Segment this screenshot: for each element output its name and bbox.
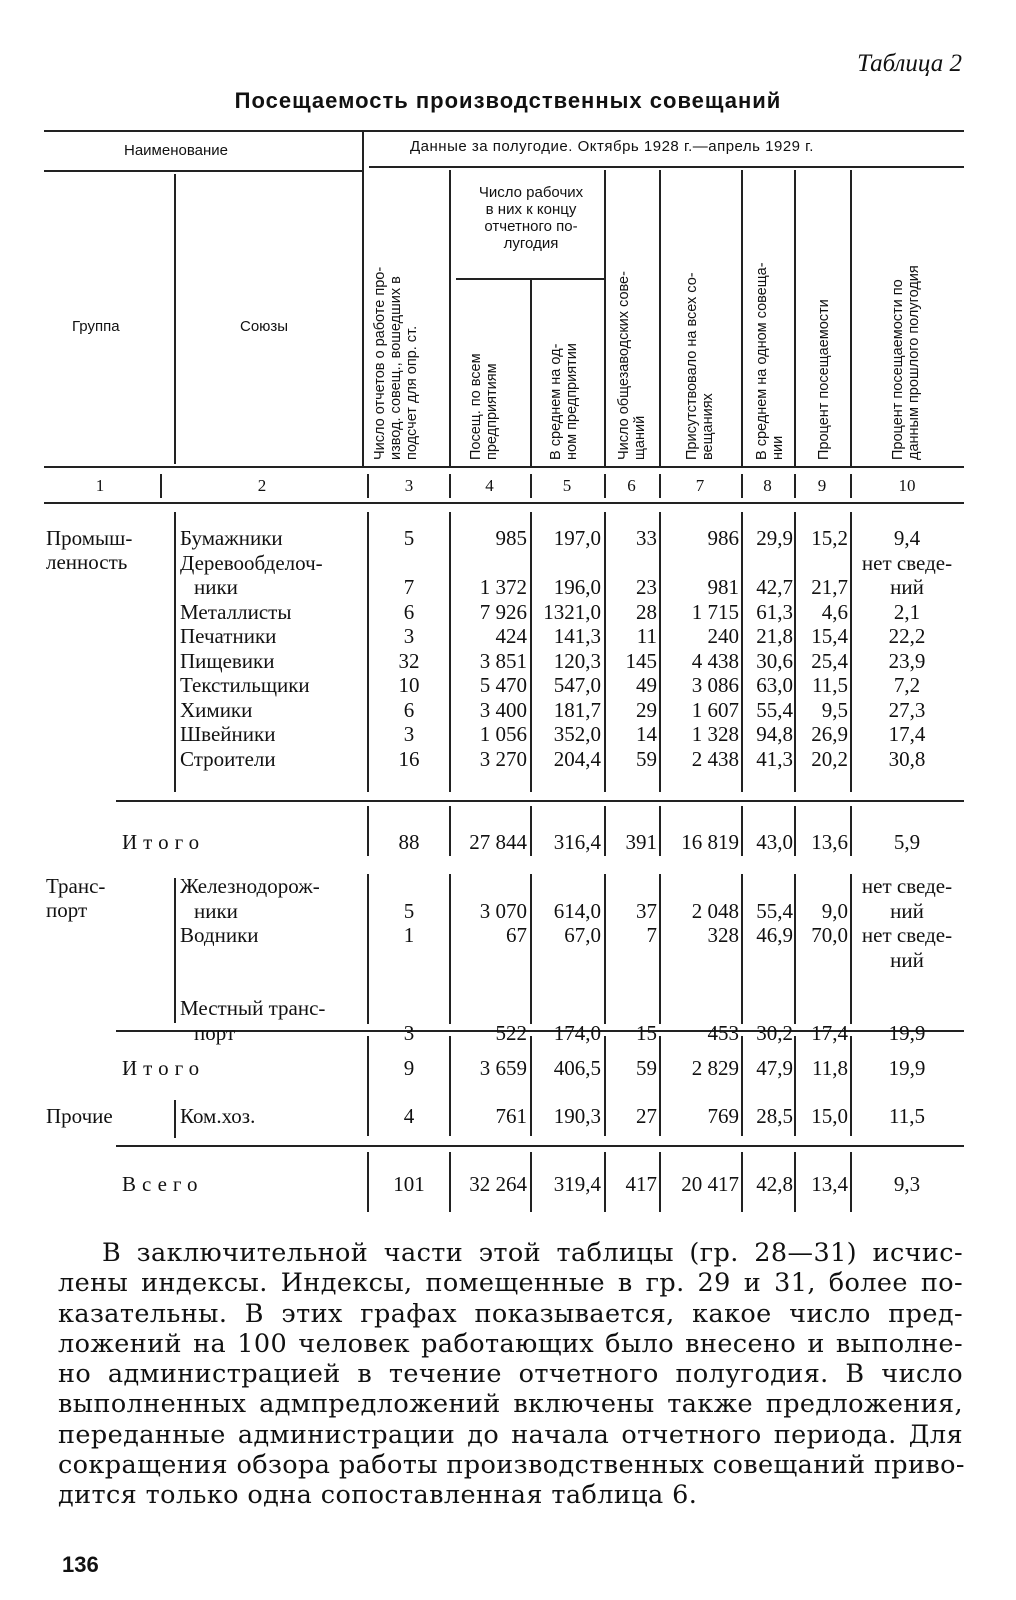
transport-row-1-c6: 7	[646, 923, 657, 947]
industry-row-7-c3: 3	[403, 722, 415, 746]
union-name: Химики	[180, 697, 253, 722]
industry-row-4-c6: 145	[625, 648, 657, 673]
paragraph-line: сокращения обзора работы производственных совещаний приво-	[58, 1450, 965, 1481]
header-c5: В среднем на од- ном предприятии	[548, 343, 580, 460]
industry-row-4-c3: 32	[398, 648, 420, 673]
union-name: Текстильщики	[180, 673, 310, 697]
industry-row-0-c8: 29,9	[756, 526, 793, 550]
industry-row-3-c6: 11	[636, 624, 657, 648]
transport-total-c5: 406,5	[553, 1056, 601, 1080]
union-name-cont: ники	[194, 898, 238, 923]
header-c8: В среднем на одном совеща- нии	[754, 262, 786, 460]
industry-row-7-c7: 1 328	[691, 722, 739, 746]
industry-row-2-c4: 7 926	[479, 599, 527, 624]
industry-total-c10: 5,9	[893, 830, 921, 854]
union-name: Пищевики	[180, 648, 275, 673]
other-row-c8: 28,5	[756, 1104, 793, 1128]
colnum-1: 1	[95, 476, 105, 495]
group-transport-1: Транс-	[46, 874, 106, 898]
industry-row-3-c4: 424	[495, 624, 527, 648]
transport-row-2-c7: 453	[707, 1020, 739, 1045]
industry-row-5-c9: 11,5	[812, 673, 848, 697]
transport-row-1-c10-cont: ний	[890, 947, 924, 972]
industry-row-8-c5: 204,4	[553, 746, 601, 771]
group-industry-1: Промыш-	[46, 526, 133, 550]
other-row-c9: 15,0	[811, 1104, 848, 1128]
transport-row-0-c7: 2 048	[691, 898, 739, 923]
industry-row-5-c10: 7,2	[893, 673, 921, 697]
transport-total-c4: 3 659	[479, 1056, 527, 1080]
transport-row-0-c3: 5	[403, 898, 415, 923]
industry-row-1-c8: 42,7	[756, 575, 793, 599]
colnum-sep-1	[160, 474, 162, 498]
other-row-c4: 761	[495, 1104, 527, 1128]
industry-row-6-c7: 1 607	[691, 697, 739, 722]
grand-total-c6: 417	[625, 1172, 657, 1196]
transport-total-c9: 11,8	[812, 1056, 848, 1080]
industry-row-6-c5: 181,7	[553, 697, 601, 722]
industry-row-5-c7: 3 086	[691, 673, 739, 697]
industry-row-1-c3: 7	[403, 575, 415, 599]
industry-row-6-c9: 9,5	[821, 697, 848, 722]
transport-row-2-c5: 174,0	[553, 1020, 601, 1045]
transport-row-2-c9: 17,4	[811, 1020, 848, 1045]
transport-total-c8: 47,9	[756, 1056, 793, 1080]
group-transport-2: порт	[46, 898, 88, 922]
industry-total-rule	[116, 800, 964, 802]
industry-row-2-c7: 1 715	[691, 599, 739, 624]
table-title: Посещаемость производственных совещаний	[234, 88, 782, 113]
vline-c8	[794, 170, 796, 466]
industry-row-0-c7: 986	[707, 526, 739, 550]
industry-row-5-c5: 547,0	[553, 673, 601, 697]
colnum-2: 2	[257, 476, 267, 495]
industry-row-8-c6: 59	[636, 746, 657, 771]
other-row-c6: 27	[636, 1104, 657, 1128]
industry-row-1-c10: нет сведе-	[861, 550, 953, 575]
paragraph-line: ложений на 100 человек работающих было внесено и выполне-	[58, 1328, 963, 1359]
industry-total-c4: 27 844	[469, 830, 527, 854]
transport-row-0-c10-cont: ний	[890, 898, 924, 923]
industry-row-8-c9: 20,2	[811, 746, 848, 771]
vline-name-data	[362, 130, 364, 466]
transport-row-1-c10: нет сведе-	[861, 923, 953, 947]
body-col-sep-6	[604, 874, 606, 1024]
transport-row-1-c4: 67	[506, 923, 527, 947]
other-row-c5: 190,3	[553, 1104, 601, 1128]
transport-row-0-c6: 37	[636, 898, 657, 923]
industry-row-0-c3: 5	[403, 526, 415, 550]
transport-row-2-c10: 19,9	[888, 1020, 926, 1045]
transport-total-label: Итого	[122, 1056, 206, 1080]
industry-total-c7: 16 819	[681, 830, 739, 854]
industry-total-c3: 88	[398, 830, 420, 854]
transport-row-0-c8: 55,4	[756, 898, 793, 923]
colnum-6: 6	[627, 476, 636, 495]
transport-row-0-c5: 614,0	[553, 898, 601, 923]
industry-total-c8: 43,0	[756, 830, 793, 854]
header-c7: Присутствовало на всех со- вещаниях	[684, 272, 716, 460]
transport-total-c6: 59	[636, 1056, 657, 1080]
industry-row-8-c3: 16	[398, 746, 420, 771]
industry-row-3-c7: 240	[707, 624, 739, 648]
industry-row-4-c7: 4 438	[691, 648, 739, 673]
header-c10: Процент посещаемости по данным прошлого полугодия	[890, 265, 922, 460]
industry-row-5-c8: 63,0	[756, 673, 793, 697]
industry-row-6-c8: 55,4	[756, 697, 793, 722]
vline-c5	[604, 170, 606, 466]
vline-c6	[659, 170, 661, 466]
industry-row-1-c10-cont: ний	[890, 575, 924, 599]
industry-row-0-c10: 9,4	[893, 526, 921, 550]
name-header-rule	[44, 170, 362, 172]
vline-c9	[850, 170, 852, 466]
transport-row-2-c6: 15	[636, 1020, 657, 1045]
union-name: Местный транс-	[180, 996, 326, 1020]
industry-row-5-c3: 10	[398, 673, 420, 697]
grand-total-rule	[116, 1145, 964, 1147]
colnum-3: 3	[404, 476, 414, 495]
body-vline-union-3	[174, 1100, 176, 1138]
grand-total-c5: 319,4	[553, 1172, 601, 1196]
paragraph-line: дится только одна сопоставленная таблица 6.	[58, 1480, 698, 1511]
body-col-sep-7	[659, 874, 661, 1024]
industry-total-label: Итого	[122, 830, 206, 854]
transport-row-2-c3: 3	[403, 1020, 415, 1045]
transport-row-1-c7: 328	[707, 923, 739, 947]
table-top-rule	[44, 130, 964, 132]
industry-row-1-c7: 981	[707, 575, 739, 599]
industry-row-2-c9: 4,6	[821, 599, 848, 624]
industry-row-8-c4: 3 270	[479, 746, 527, 771]
paragraph-line: но администрацией в течение отчетного полугодия. В число	[58, 1359, 963, 1390]
industry-total-c5: 316,4	[553, 830, 601, 854]
industry-total-c9: 13,6	[811, 830, 848, 854]
industry-row-3-c10: 22,2	[888, 624, 926, 648]
header-name-group: Наименование	[124, 142, 228, 159]
header-c3: Число отчетов о работе про- извод. совещ., вошедших в подсчет для опр. ст.	[372, 266, 420, 460]
paragraph-line: переданные администрации до начала отчетного периода. Для	[58, 1419, 963, 1450]
transport-total-c3: 9	[403, 1056, 415, 1080]
transport-row-0-c4: 3 070	[479, 898, 527, 923]
industry-row-1-c5: 196,0	[553, 575, 601, 599]
transport-row-2-c4: 522	[495, 1020, 527, 1045]
header-workers-group: Число рабочих в них к концу отчетного по- лугодия	[478, 184, 584, 252]
header-data-group: Данные за полугодие. Октябрь 1928 г.—апрель 1929 г.	[410, 138, 814, 155]
body-col-sep-4	[449, 874, 451, 1024]
industry-row-0-c9: 15,2	[811, 526, 848, 550]
group-industry-2: ленность	[46, 550, 128, 574]
industry-row-3-c3: 3	[403, 624, 415, 648]
industry-row-3-c5: 141,3	[553, 624, 601, 648]
grand-total-c10: 9,3	[893, 1172, 921, 1196]
industry-row-6-c6: 29	[636, 697, 657, 722]
other-row-c7: 769	[707, 1104, 739, 1128]
grand-total-label: Всего	[122, 1172, 204, 1196]
industry-row-2-c5: 1321,0	[543, 599, 601, 624]
body-vline-union	[174, 512, 176, 792]
paragraph-line: лены индексы. Индексы, помещенные в гр. 29 и 31, более по-	[58, 1268, 963, 1299]
vline-c7	[741, 170, 743, 466]
grand-total-c3: 101	[393, 1172, 425, 1196]
header-group: Группа	[72, 318, 120, 335]
industry-row-4-c9: 25,4	[811, 648, 848, 673]
transport-row-2-c8: 30,2	[756, 1020, 793, 1045]
grand-total-c8: 42,8	[756, 1172, 793, 1196]
body-paragraph	[58, 1238, 963, 1511]
transport-row-1-c9: 70,0	[811, 923, 848, 947]
page-number: 136	[62, 1552, 99, 1577]
body-col-sep-8	[741, 874, 743, 1024]
industry-row-4-c5: 120,3	[553, 648, 601, 673]
union-name: Водники	[180, 923, 259, 947]
group-other: Прочие	[46, 1104, 113, 1128]
grand-total-c4: 32 264	[469, 1172, 527, 1196]
industry-row-5-c4: 5 470	[479, 673, 527, 697]
industry-row-1-c4: 1 372	[479, 575, 527, 599]
union-name-cont: ники	[194, 575, 238, 599]
other-row-c3: 4	[403, 1104, 415, 1128]
paragraph-line: выполненных адмпредложений включены также предложения,	[58, 1389, 963, 1420]
header-c9: Процент посещаемости	[816, 299, 832, 460]
transport-row-1-c8: 46,9	[756, 923, 793, 947]
industry-row-0-c5: 197,0	[553, 526, 601, 550]
header-c4: Посещ. по всем предприятиям	[468, 353, 500, 460]
union-name: Швейники	[180, 722, 276, 746]
data-header-rule	[369, 166, 964, 168]
industry-row-2-c8: 61,3	[756, 599, 793, 624]
body-vline-union-2	[174, 878, 176, 1023]
industry-row-7-c6: 14	[636, 722, 657, 746]
colnum-9: 9	[817, 476, 827, 495]
industry-row-7-c9: 26,9	[811, 722, 848, 746]
industry-row-8-c7: 2 438	[691, 746, 739, 771]
grand-total-c7: 20 417	[681, 1172, 739, 1196]
attendance-table	[44, 130, 964, 1220]
colnum-8: 8	[763, 476, 772, 495]
industry-row-3-c9: 15,4	[811, 624, 848, 648]
union-name: Железнодорож-	[180, 874, 320, 898]
header-unions: Союзы	[240, 318, 289, 335]
industry-row-7-c5: 352,0	[553, 722, 601, 746]
colnum-bottom-rule	[44, 502, 964, 504]
union-name: Ком.хоз.	[180, 1104, 256, 1128]
industry-row-8-c8: 41,3	[756, 746, 793, 771]
body-col-sep-5	[530, 874, 532, 1024]
transport-row-0-c9: 9,0	[821, 898, 848, 923]
grand-total-c9: 13,4	[811, 1172, 848, 1196]
industry-row-7-c8: 94,8	[756, 722, 793, 746]
transport-row-1-c3: 1	[403, 923, 415, 947]
body-col-sep-9	[794, 874, 796, 1024]
transport-total-c7: 2 829	[691, 1056, 739, 1080]
paragraph-line: казательны. В этих графах показывается, какое число пред-	[58, 1298, 963, 1329]
union-name: Бумажники	[180, 526, 283, 550]
colnum-4: 4	[485, 476, 494, 495]
vline-c4	[530, 280, 532, 466]
transport-row-1-c5: 67,0	[564, 923, 601, 947]
industry-row-8-c10: 30,8	[888, 746, 926, 771]
union-name: Металлисты	[180, 599, 292, 624]
transport-row-0-c10: нет сведе-	[861, 874, 953, 898]
industry-total-c6: 391	[625, 830, 657, 854]
industry-row-2-c3: 6	[403, 599, 415, 624]
industry-row-2-c10: 2,1	[893, 599, 921, 624]
colnum-5: 5	[562, 476, 572, 495]
union-name: Деревообделоч-	[180, 550, 323, 575]
industry-row-2-c6: 28	[636, 599, 657, 624]
industry-row-4-c8: 30,6	[756, 648, 793, 673]
union-name: Печатники	[180, 624, 277, 648]
industry-row-4-c4: 3 851	[479, 648, 527, 673]
vline-c3	[449, 170, 451, 466]
paragraph-line: В заключительной части этой таблицы (гр. 28—31) исчис-	[102, 1238, 963, 1268]
industry-row-0-c6: 33	[636, 526, 657, 550]
industry-row-4-c10: 23,9	[888, 648, 926, 673]
header-c6: Число общезаводских сове- щаний	[616, 271, 648, 460]
industry-row-7-c4: 1 056	[479, 722, 527, 746]
industry-row-1-c6: 23	[636, 575, 657, 599]
union-name-cont: порт	[194, 1020, 236, 1045]
industry-row-3-c8: 21,8	[756, 624, 793, 648]
industry-row-6-c3: 6	[403, 697, 415, 722]
colnum-7: 7	[695, 476, 705, 495]
industry-row-7-c10: 17,4	[888, 722, 926, 746]
industry-row-0-c4: 985	[495, 526, 527, 550]
other-row-c10: 11,5	[889, 1104, 925, 1128]
industry-row-6-c10: 27,3	[888, 697, 926, 722]
table-label: Таблица 2	[857, 50, 962, 77]
colnum-top-rule	[44, 466, 964, 468]
colnum-10: 10	[898, 476, 916, 495]
industry-row-6-c4: 3 400	[479, 697, 527, 722]
vline-group-union	[174, 174, 176, 464]
union-name: Строители	[180, 746, 276, 771]
industry-row-1-c9: 21,7	[811, 575, 848, 599]
transport-total-c10: 19,9	[888, 1056, 926, 1080]
industry-row-5-c6: 49	[636, 673, 657, 697]
body-col-sep-3	[367, 874, 369, 1024]
